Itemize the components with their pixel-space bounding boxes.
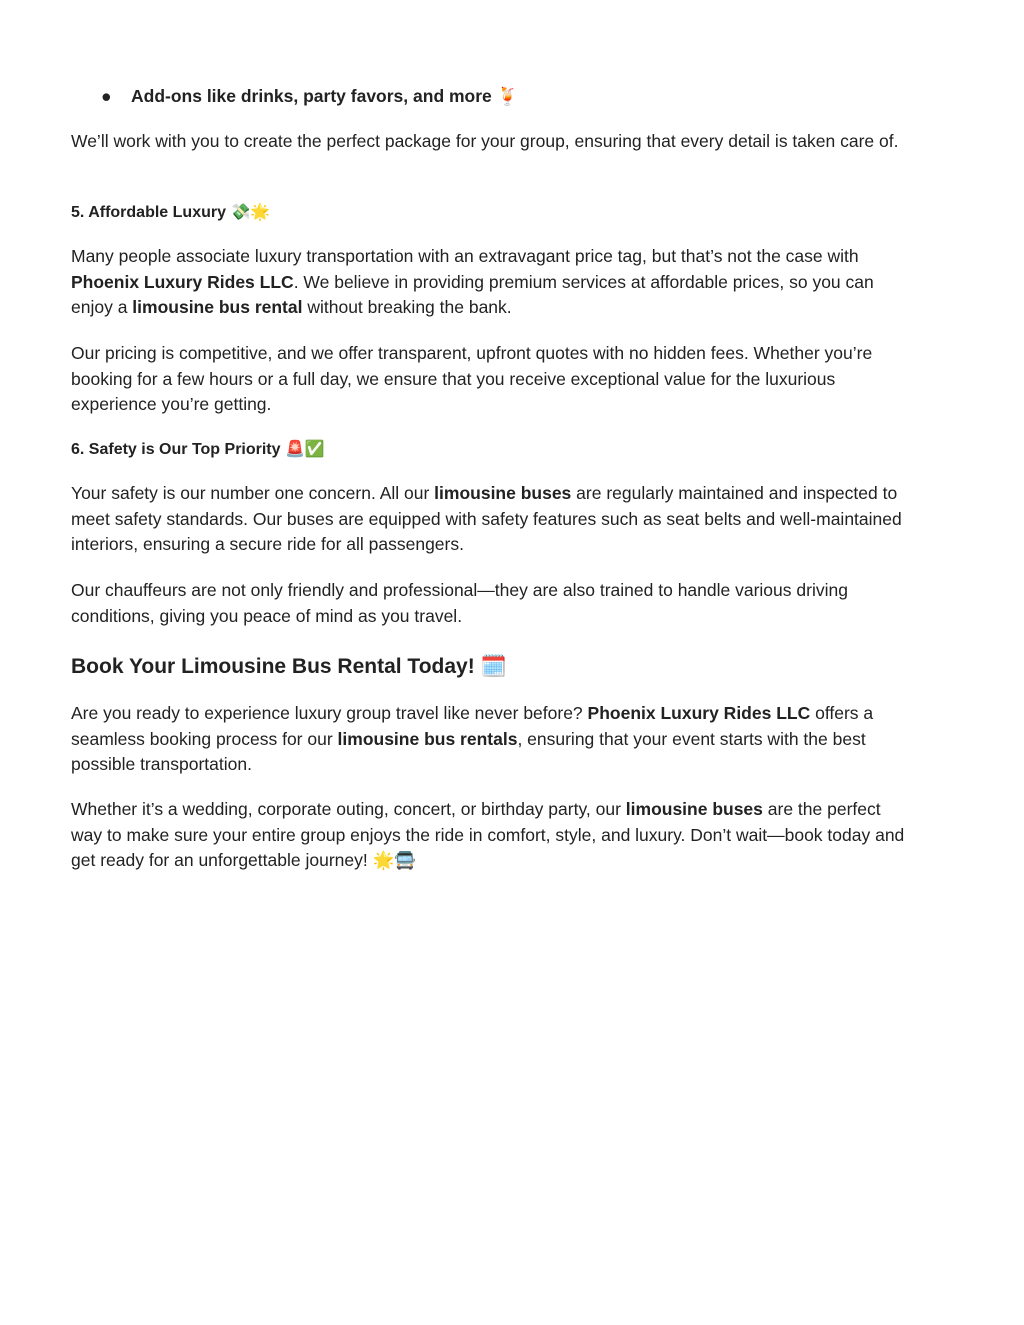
limo-rentals-bold: limousine bus rentals xyxy=(337,728,518,749)
company-name-bold-2: Phoenix Luxury Rides LLC xyxy=(587,703,811,723)
section-6-heading-text: 6. Safety is Our Top Priority xyxy=(71,441,281,458)
addons-bullet-text: Add-ons like drinks, party favors, and more xyxy=(131,86,492,106)
safety-p1-text-a: Your safety is our number one concern. All our xyxy=(71,483,435,503)
safety-paragraph-2: Our chauffeurs are not only friendly and professional—they are also trained to handle various driving conditions, giving you peace of mind as you travel. xyxy=(71,580,848,626)
book-p1-text-a: Are you ready to experience luxury group travel like never before? xyxy=(71,703,588,723)
calendar-icon: 🗓️ xyxy=(480,654,507,678)
siren-check-icon: 🚨✅ xyxy=(284,439,325,458)
limo-rental-bold: limousine bus rental xyxy=(132,297,303,317)
affordable-paragraph-2: Our pricing is competitive, and we offer transparent, upfront quotes with no hidden fees. Whether you’re booking for a few hours or a full day, we ensure that you receive exceptional value for the luxurious experience you’re getting. xyxy=(71,343,873,414)
company-name-bold: Phoenix Luxury Rides LLC xyxy=(71,271,294,292)
book-p2-text-a: Whether it’s a wedding, corporate outing, concert, or birthday party, our xyxy=(71,799,626,819)
safety-p1-text-c: are regularly maintained and inspected to meet safety standards. Our buses are equipped with safety features such as seat belts and well-maintained interiors, ensuring a secure ride for all passengers. xyxy=(71,483,902,554)
book-p1-text-c: offers a seamless booking process for our xyxy=(71,703,874,749)
money-star-icon: 💸🌟 xyxy=(230,202,271,221)
book-paragraph-2 xyxy=(71,797,911,875)
affordable-p1-text-e: without breaking the bank. xyxy=(302,297,512,317)
limo-buses-bold-2: limousine buses xyxy=(625,799,763,819)
bullet-marker: ● xyxy=(101,86,112,106)
affordable-p1-text-a: Many people associate luxury transportation with an extravagant price tag, but that’s not the case with xyxy=(71,246,859,266)
addons-bullet-item xyxy=(101,84,518,110)
cocktail-icon: 🍹 xyxy=(496,87,519,107)
limo-buses-bold: limousine buses xyxy=(434,483,572,503)
affordable-paragraph-1 xyxy=(71,244,911,321)
section-6-heading xyxy=(71,437,325,462)
star-bus-icon: 🌟🚍 xyxy=(372,851,417,871)
section-5-heading xyxy=(71,200,270,225)
book-p2-text-c: are the perfect way to make sure your entire group enjoys the ride in comfort, style, and luxury. Don’t wait—book today and get ready for an unforgettable journey! xyxy=(71,799,905,870)
book-heading xyxy=(71,651,507,682)
book-heading-text: Book Your Limousine Bus Rental Today! xyxy=(71,655,475,678)
package-paragraph: We’ll work with you to create the perfect package for your group, ensuring that every detail is taken care of. xyxy=(71,131,899,151)
book-paragraph-1 xyxy=(71,701,911,778)
book-p1-text-e: , ensuring that your event starts with the best possible transportation. xyxy=(71,728,866,774)
safety-paragraph-1 xyxy=(71,481,911,558)
section-5-heading-text: 5. Affordable Luxury xyxy=(71,204,226,221)
affordable-p1-text-c: . We believe in providing premium services at affordable prices, so you can enjoy a xyxy=(71,271,874,317)
